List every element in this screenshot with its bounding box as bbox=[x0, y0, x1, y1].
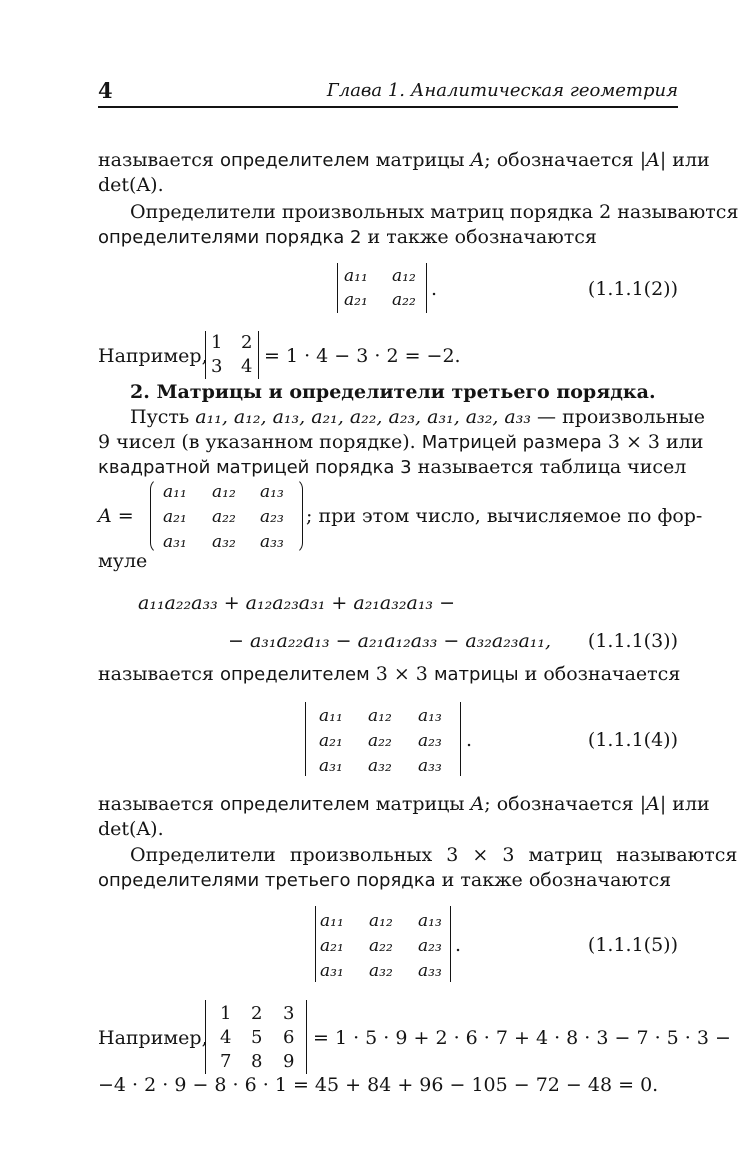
paragraph-line: det(A). bbox=[98, 174, 164, 196]
paragraph-line: определителями третьего порядка и также обозначаются bbox=[98, 869, 672, 891]
left-parenthesis bbox=[150, 478, 161, 554]
paragraph-line: ; при этом число, вычисляемое по фор- bbox=[306, 505, 703, 527]
matrix-entry: 3 bbox=[283, 1003, 295, 1024]
example-result-line2: −4 · 2 · 9 − 8 · 6 · 1 = 45 + 84 + 96 − 105 − 72 − 48 = 0. bbox=[98, 1074, 659, 1096]
matrix-entry: a₃₂ bbox=[368, 756, 392, 776]
matrix-entry: 1 bbox=[220, 1003, 232, 1024]
matrix-entry: a₂₂ bbox=[392, 290, 416, 310]
matrix-entry: a₂₂ bbox=[368, 731, 392, 751]
matrix-entry: a₁₂ bbox=[368, 706, 392, 726]
matrix-entry: a₁₁ bbox=[344, 266, 368, 286]
determinant-3x3 bbox=[305, 702, 461, 776]
matrix-entry: 8 bbox=[251, 1051, 263, 1072]
matrix-entry: a₂₂ bbox=[369, 936, 393, 956]
equation-number: (1.1.1(5)) bbox=[587, 934, 678, 956]
matrix-entry: 4 bbox=[220, 1027, 232, 1048]
paragraph-line: называется определителем 3 × 3 матрицы и обозначается bbox=[98, 663, 681, 685]
example-result: = 1 · 5 · 9 + 2 · 6 · 7 + 4 · 8 · 3 − 7 · 5 · 3 − bbox=[313, 1027, 731, 1049]
matrix-entry: a₂₁ bbox=[319, 731, 343, 751]
matrix-entry: a₁₁ bbox=[319, 706, 343, 726]
matrix-entry: a₁₂ bbox=[212, 482, 236, 502]
matrix-entry: a₃₃ bbox=[260, 532, 284, 552]
matrix-entry: a₂₁ bbox=[320, 936, 344, 956]
page-number: 4 bbox=[98, 78, 113, 103]
determinant-3x3 bbox=[315, 906, 451, 982]
equation-period: . bbox=[455, 934, 462, 956]
matrix-entry: a₃₁ bbox=[319, 756, 343, 776]
matrix-label: A = bbox=[98, 505, 134, 527]
matrix-entry: a₁₂ bbox=[369, 911, 393, 931]
paragraph-line: Пусть a₁₁, a₁₂, a₁₃, a₂₁, a₂₂, a₂₃, a₃₁, a₃₂, a₃₃ — произвольные bbox=[130, 406, 705, 428]
example-prefix: Например, bbox=[98, 345, 208, 367]
matrix-entry: a₃₁ bbox=[163, 532, 187, 552]
matrix-entry: a₂₃ bbox=[260, 507, 284, 527]
paragraph-line: det(A). bbox=[98, 818, 164, 840]
matrix-entry: a₃₃ bbox=[418, 756, 442, 776]
matrix-entry: a₁₂ bbox=[392, 266, 416, 286]
header-rule bbox=[98, 106, 678, 108]
matrix-entry: a₃₂ bbox=[212, 532, 236, 552]
matrix-entry: 6 bbox=[283, 1027, 295, 1048]
matrix-entry: a₁₁ bbox=[163, 482, 187, 502]
equation-number: (1.1.1(2)) bbox=[587, 278, 678, 300]
equation-period: . bbox=[466, 729, 473, 751]
section-heading: 2. Матрицы и определители третьего порядка. bbox=[130, 381, 656, 403]
paragraph-line: называется определителем матрицы A; обозначается |A| или bbox=[98, 793, 710, 815]
matrix-entry: 2 bbox=[251, 1003, 263, 1024]
matrix-entry: a₂₂ bbox=[212, 507, 236, 527]
running-title: Глава 1. Аналитическая геометрия bbox=[326, 80, 678, 101]
equation-period: . bbox=[431, 278, 438, 300]
determinant-2x2-example bbox=[205, 331, 259, 379]
determinant-3x3-example bbox=[205, 1000, 307, 1074]
matrix-entry: a₁₁ bbox=[320, 911, 344, 931]
formula-line: a₁₁a₂₂a₃₃ + a₁₂a₂₃a₃₁ + a₂₁a₃₂a₁₃ − bbox=[138, 592, 456, 614]
matrix-entry: 3 bbox=[211, 356, 223, 377]
paragraph-line: Определители произвольных 3 × 3 матриц называются bbox=[130, 844, 738, 866]
example-prefix: Например, bbox=[98, 1027, 208, 1049]
equation-number: (1.1.1(4)) bbox=[587, 729, 678, 751]
matrix-entry: a₃₂ bbox=[369, 961, 393, 981]
paragraph-line: 9 чисел (в указанном порядке). Матрицей размера 3 × 3 или bbox=[98, 431, 704, 453]
matrix-entry: 7 bbox=[220, 1051, 232, 1072]
matrix-entry: a₃₁ bbox=[320, 961, 344, 981]
formula-line: − a₃₁a₂₂a₁₃ − a₂₁a₁₂a₃₃ − a₃₂a₂₃a₁₁, bbox=[228, 630, 552, 652]
matrix-entry: a₂₃ bbox=[418, 731, 442, 751]
example-result: = 1 · 4 − 3 · 2 = −2. bbox=[264, 345, 461, 367]
paragraph-line: квадратной матрицей порядка 3 называется таблица чисел bbox=[98, 456, 687, 478]
determinant-2x2 bbox=[337, 263, 427, 313]
right-parenthesis bbox=[292, 478, 303, 554]
matrix-entry: 5 bbox=[251, 1027, 263, 1048]
matrix-entry: 1 bbox=[211, 332, 223, 353]
paragraph-line: Определители произвольных матриц порядка 2 называются bbox=[130, 201, 739, 223]
paragraph-line: муле bbox=[98, 550, 148, 572]
matrix-entry: 2 bbox=[241, 332, 253, 353]
matrix-entry: a₂₁ bbox=[163, 507, 187, 527]
matrix-entry: 9 bbox=[283, 1051, 295, 1072]
matrix-entry: a₂₁ bbox=[344, 290, 368, 310]
matrix-entry: a₁₃ bbox=[418, 706, 442, 726]
matrix-entry: 4 bbox=[241, 356, 253, 377]
matrix-entry: a₁₃ bbox=[260, 482, 284, 502]
equation-number: (1.1.1(3)) bbox=[587, 630, 678, 652]
matrix-entry: a₃₃ bbox=[418, 961, 442, 981]
paragraph-line: называется определителем матрицы A; обозначается |A| или bbox=[98, 149, 710, 171]
matrix-entry: a₁₃ bbox=[418, 911, 442, 931]
matrix-entry: a₂₃ bbox=[418, 936, 442, 956]
paragraph-line: определителями порядка 2 и также обозначаются bbox=[98, 226, 597, 248]
